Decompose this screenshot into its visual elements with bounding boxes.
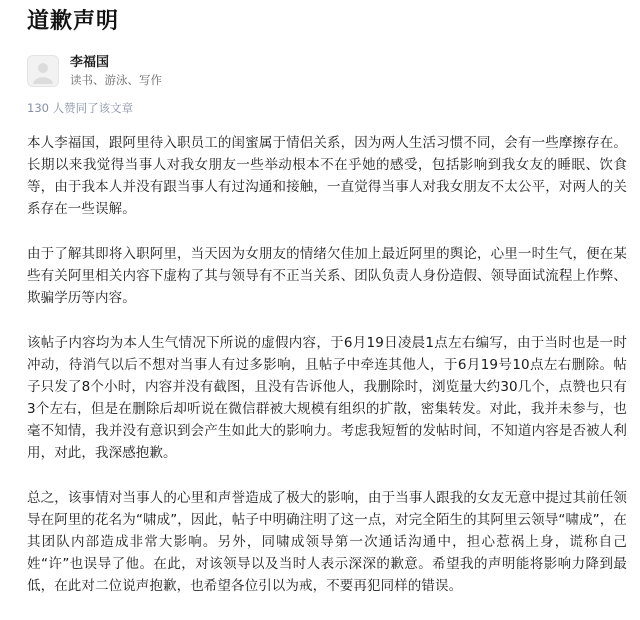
article-paragraph: 由于了解其即将入职阿里，当天因为女朋友的情绪欠佳加上最近阿里的舆论，心里一时生气，便在某些有关阿里相关内容下虚构了其与领导有不正当关系、团队负责人身份造假、领导面试流程上作弊、欺骗学历等内容。 [27,246,627,306]
author-bio: 读书、游泳、写作 [70,73,162,87]
vote-count: 130 人赞同了该文章 [27,101,134,115]
author-name[interactable]: 李福国 [70,55,110,70]
article-paragraph: 总之，该事情对当事人的心里和声誉造成了极大的影响，由于当事人跟我的女友无意中提过其前任领导在阿里的花名为“啸成”，因此，帖子中明确注明了这一点，对完全陌生的其阿里云领导“啸成”，在其团队内部造成非常大影响。另外，同啸成领导第一次通话沟通中，担心惹祸上身，谎称自己姓“许”也误导了他。在此，对该领导以及当时人表示深深的歉意。希望我的声明能将影响力降到最低，在此对二位说声抱歉，也希望各位引以为戒，不要再犯同样的错误。 [27,490,627,594]
article-body [27,132,627,620]
article-paragraph: 本人李福国，跟阿里待入职员工的闺蜜属于情侣关系，因为两人生活习惯不同，会有一些摩擦存在。长期以来我觉得当事人对我女朋友一些举动根本不在乎她的感受，包括影响到我女友的睡眠、饮食等，由于我本人并没有跟当事人有过沟通和接触，一直觉得当事人对我女朋友不太公平，对两人的关系存在一些误解。 [27,135,627,217]
article-paragraph: 该帖子内容均为本人生气情况下所说的虚假内容，于6月19日凌晨1点左右编写，由于当时也是一时冲动，待消气以后不想对当事人有过多影响，且帖子中牵连其他人，于6月19号10点左右删除。帖子只发了8个小时，内容并没有截图，且没有告诉他人，我删除时，浏览量大约30几个，点赞也只有3个左右，但是在删除后却听说在微信群被大规模有组织的扩散，密集转发。对此，我并未参与，也毫不知情，我并没有意识到会产生如此大的影响力。考虑我短暂的发帖时间，不知道内容是否被人利用，对此，我深感抱歉。 [27,335,627,461]
author-avatar[interactable] [27,55,59,87]
avatar-placeholder-icon [28,56,58,86]
article-title: 道歉声明 [27,9,120,34]
